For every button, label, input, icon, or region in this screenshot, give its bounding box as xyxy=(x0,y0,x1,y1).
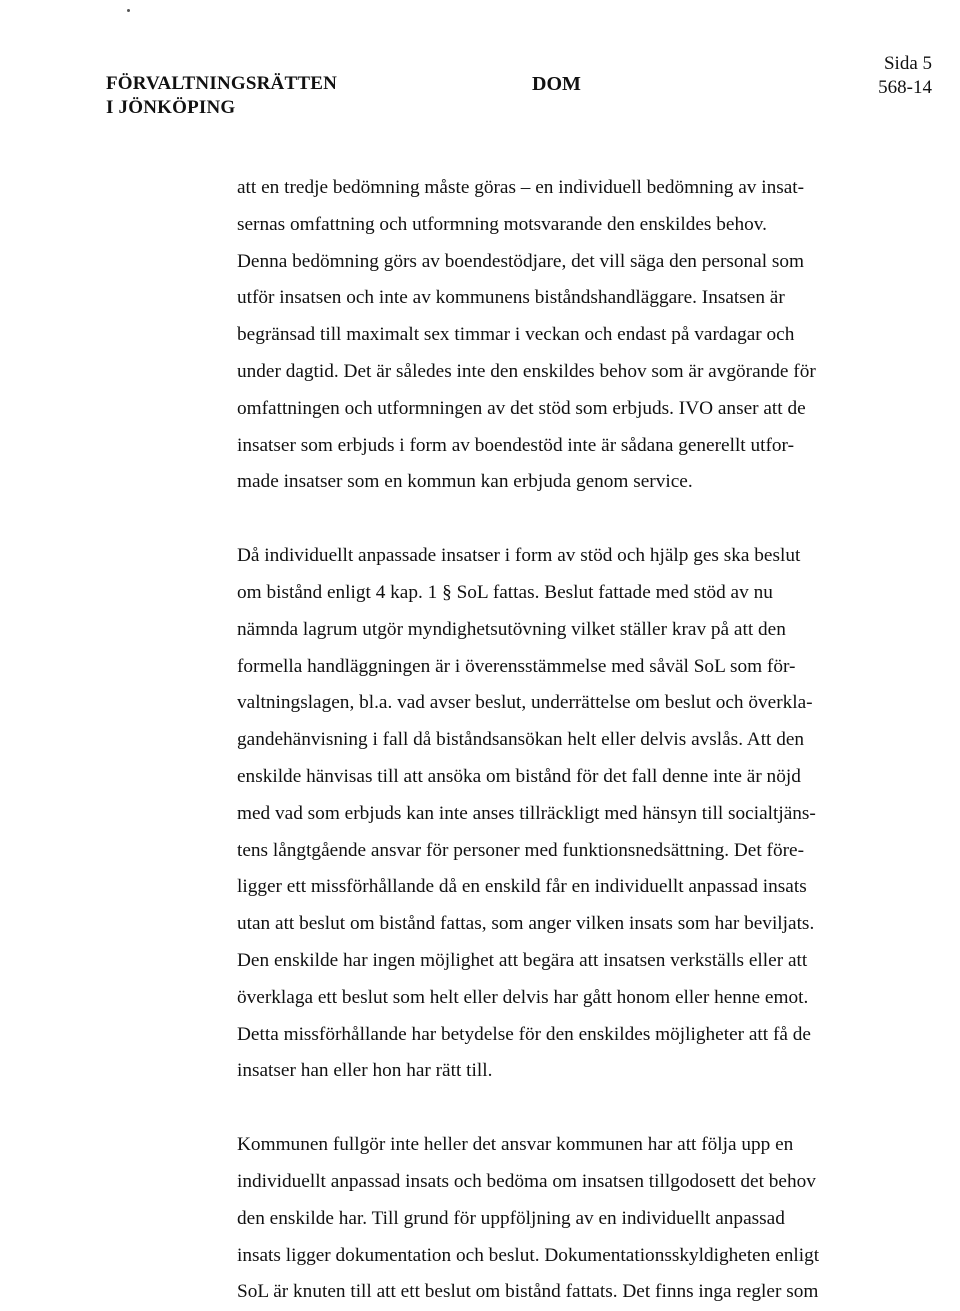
text-line: Då individuellt anpassade insatser i form av stöd och hjälp ges ska beslut xyxy=(237,545,801,567)
text-line: SoL är knuten till att ett beslut om bistånd fattats. Det finns inga regler som xyxy=(237,1281,819,1303)
page-header xyxy=(106,52,960,132)
text-line: formella handläggningen är i överensstämmelse med såväl SoL som för- xyxy=(237,655,796,677)
paragraph-gap xyxy=(237,501,877,538)
court-name xyxy=(106,72,337,120)
text-line: under dagtid. Det är således inte den enskildes behov som är avgörande för xyxy=(237,360,816,382)
text-line: insatser han eller hon har rätt till. xyxy=(237,1060,493,1082)
text-line: begränsad till maximalt sex timmar i veckan och endast på vardagar och xyxy=(237,324,795,346)
paragraph-gap xyxy=(237,1090,877,1127)
text-line: Detta missförhållande har betydelse för den enskildes möjligheter att få de xyxy=(237,1023,811,1045)
text-line: Denna bedömning görs av boendestödjare, det vill säga den personal som xyxy=(237,250,805,272)
text-line: utför insatsen och inte av kommunens biståndshandläggare. Insatsen är xyxy=(237,287,785,309)
case-number: 568-14 xyxy=(878,77,932,98)
text-line: den enskilde har. Till grund för uppföljning av en individuellt anpassad xyxy=(237,1207,785,1229)
text-line: sernas omfattning och utformning motsvarande den enskildes behov. xyxy=(237,213,767,235)
text-line: överklaga ett beslut som helt eller delvis har gått honom eller henne emot. xyxy=(237,986,809,1008)
text-line: Kommunen fullgör inte heller det ansvar kommunen har att följa upp en xyxy=(237,1134,794,1156)
court-name-line-1: FÖRVALTNINGSRÄTTEN xyxy=(106,73,337,94)
text-line: insats ligger dokumentation och beslut. Dokumentationsskyldigheten enligt xyxy=(237,1244,820,1266)
text-line: om bistånd enligt 4 kap. 1 § SoL fattas. Beslut fattade med stöd av nu xyxy=(237,581,773,603)
text-line: tens långtgående ansvar för personer med funktionsnedsättning. Det före- xyxy=(237,839,805,861)
text-line: ligger ett missförhållande då en enskild får en individuellt anpassad insats xyxy=(237,876,807,898)
document-type: DOM xyxy=(532,73,581,95)
paragraph xyxy=(237,1127,877,1311)
text-line: nämnda lagrum utgör myndighetsutövning vilket ställer krav på att den xyxy=(237,618,786,640)
page-number: Sida 5 xyxy=(883,53,932,74)
text-line: made insatser som en kommun kan erbjuda genom service. xyxy=(237,471,693,493)
page-info xyxy=(878,52,932,100)
text-line: enskilde hänvisas till att ansöka om bistånd för det fall denne inte är nöjd xyxy=(237,765,801,787)
paragraph xyxy=(237,538,877,1090)
document-body xyxy=(237,170,877,1311)
text-line: valtningslagen, bl.a. vad avser beslut, underrättelse om beslut och överkla- xyxy=(237,692,813,714)
scan-speck xyxy=(127,9,130,12)
court-name-line-2: I JÖNKÖPING xyxy=(106,97,236,118)
text-line: att en tredje bedömning måste göras – en individuell bedömning av insat- xyxy=(237,177,805,198)
text-line: utan att beslut om bistånd fattas, som anger vilken insats som har beviljats. xyxy=(237,913,815,935)
paragraph xyxy=(237,170,877,501)
text-line: med vad som erbjuds kan inte anses tillräckligt med hänsyn till socialtjäns- xyxy=(237,802,816,824)
text-line: individuellt anpassad insats och bedöma om insatsen tillgodosett det behov xyxy=(237,1170,816,1192)
text-line: insatser som erbjuds i form av boendestöd inte är sådana generellt utfor- xyxy=(237,434,794,456)
text-line: Den enskilde har ingen möjlighet att begära att insatsen verkställs eller att xyxy=(237,949,808,971)
text-line: omfattningen och utformningen av det stöd som erbjuds. IVO anser att de xyxy=(237,397,806,419)
text-line: gandehänvisning i fall då biståndsansökan helt eller delvis avslås. Att den xyxy=(237,729,805,751)
